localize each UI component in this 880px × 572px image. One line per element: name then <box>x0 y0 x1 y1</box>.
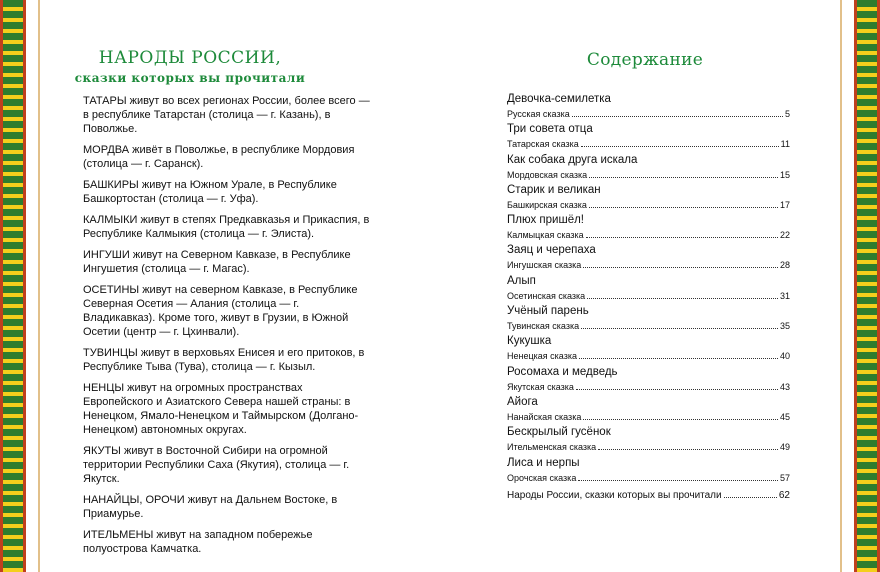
right-page-edge <box>840 0 842 572</box>
toc-entry-title: Как собака друга искала <box>507 153 638 166</box>
toc-entry-source: Осетинская сказка <box>507 290 586 301</box>
toc-entry-page: 15 <box>779 169 790 180</box>
toc-entry-title: Учёный парень <box>507 305 589 318</box>
toc-entry-title: Три совета отца <box>507 123 593 136</box>
toc-entry-page: 28 <box>779 260 790 271</box>
toc-leader-dots <box>581 138 779 147</box>
toc-entry[interactable] <box>507 395 790 425</box>
toc-entry-title: Кукушка <box>507 335 552 348</box>
toc-leader-dots <box>586 229 778 238</box>
toc-entry-page: 22 <box>779 230 790 241</box>
toc-entry-source: Татарская сказка <box>507 139 579 150</box>
toc-entry-source: Нанайская сказка <box>507 411 582 422</box>
people-paragraph-itelmens: ИТЕЛЬМЕНЫ живут на западном побережье полуострова Камчатка. <box>83 529 313 555</box>
toc-leader-dots <box>598 441 778 450</box>
toc-entry-page: 45 <box>779 411 790 422</box>
toc-entry-title: Айога <box>507 395 538 408</box>
people-paragraph-tatars: ТАТАРЫ живут во всех регионах России, более всего — в республике Татарстан (столица — г. Казань), в Поволжье. <box>83 95 370 135</box>
toc-entry[interactable] <box>507 304 790 334</box>
contents-title: Содержание <box>586 50 704 70</box>
toc-leader-dots <box>578 472 778 481</box>
toc-leader-dots <box>724 488 777 498</box>
toc-entry-source: Мордовская сказка <box>507 169 588 180</box>
toc-entry-source: Тувинская сказка <box>507 321 580 332</box>
right-ornament-border <box>854 0 880 572</box>
peoples-subtitle: сказки которых вы прочитали <box>74 71 306 85</box>
toc-final-title: Народы России, сказки которых вы прочитали <box>507 489 722 501</box>
toc-entry-source: Ительменская сказка <box>507 442 597 453</box>
people-paragraph-nenets: НЕНЦЫ живут на огромных пространствах Европейского и Азиатского Севера нашей страны: в Ненецком, Ямало-Ненецком и Таймырском (Долгано-Ненецком) автономных округах. <box>83 382 359 436</box>
toc-entry[interactable] <box>507 456 790 486</box>
people-paragraph-nanai: НАНАЙЦЫ, ОРОЧИ живут на Дальнем Востоке, в Приамурье. <box>83 494 338 520</box>
toc-entry-source: Русская сказка <box>507 109 570 119</box>
toc-entry[interactable] <box>507 122 790 152</box>
toc-leader-dots <box>572 108 783 117</box>
toc-entry[interactable] <box>507 213 790 243</box>
toc-entry-source: Калмыцкая сказка <box>507 230 584 241</box>
toc-entry-peoples[interactable] <box>507 488 790 502</box>
people-paragraph-tuvans: ТУВИНЦЫ живут в верховьях Енисея и его притоков, в Республике Тыва (Тува), столица — г. Кызыл. <box>83 347 365 373</box>
peoples-title: НАРОДЫ РОССИИ, <box>98 48 282 68</box>
toc-leader-dots <box>576 381 778 390</box>
toc-entry-page: 11 <box>780 139 790 150</box>
toc-entry-title: Лиса и нерпы <box>507 456 580 469</box>
toc-entry[interactable] <box>507 92 790 122</box>
people-paragraph-ingush: ИНГУШИ живут на Северном Кавказе, в Республике Ингушетия (столица — г. Магас). <box>83 249 351 275</box>
left-page-edge <box>38 0 40 572</box>
toc-entry-source: Орочская сказка <box>507 472 577 483</box>
toc-entry[interactable] <box>507 365 790 395</box>
toc-leader-dots <box>583 259 778 268</box>
toc-entry-title: Заяц и черепаха <box>507 244 596 257</box>
toc-entry-page: 35 <box>779 321 790 332</box>
toc-entry-page: 31 <box>779 290 790 301</box>
toc-entry-source: Ненецкая сказка <box>507 351 577 362</box>
toc-entry[interactable] <box>507 425 790 455</box>
toc-leader-dots <box>583 411 778 420</box>
toc-entry-title: Девочка-семилетка <box>507 93 611 105</box>
toc-entry-source: Башкирская сказка <box>507 199 587 210</box>
people-paragraph-ossetians: ОСЕТИНЫ живут на северном Кавказе, в Республике Северная Осетия — Алания (столица — г. Владикавказ). Кроме того, живут в Грузии, в Южной Осетии (центр — г. Цхинвали). <box>83 284 358 338</box>
people-paragraph-bashkirs: БАШКИРЫ живут на Южном Урале, в Республике Башкортостан (столица — г. Уфа). <box>83 179 337 205</box>
toc-entry[interactable] <box>507 183 790 213</box>
toc-entry-page: 40 <box>779 351 790 362</box>
toc-final-page: 62 <box>778 489 790 501</box>
toc-entry[interactable] <box>507 274 790 304</box>
toc-entry-title: Старик и великан <box>507 183 601 196</box>
toc-entry-page: 17 <box>779 199 790 210</box>
toc-entry-page: 49 <box>779 442 790 453</box>
toc-leader-dots <box>587 290 778 299</box>
toc-leader-dots <box>589 169 778 178</box>
toc-entry[interactable] <box>507 243 790 273</box>
toc-leader-dots <box>581 320 778 329</box>
toc-entry-page: 5 <box>784 109 790 119</box>
toc-entry[interactable] <box>507 334 790 364</box>
left-ornament-border <box>0 0 26 572</box>
toc-leader-dots <box>589 199 778 208</box>
peoples-heading <box>70 48 310 85</box>
people-paragraph-yakuts: ЯКУТЫ живут в Восточной Сибири на огромной территории Республики Саха (Якутия), столица — г. Якутск. <box>83 445 350 485</box>
toc-entry-title: Росомаха и медведь <box>507 365 618 378</box>
toc-entry[interactable] <box>507 153 790 183</box>
toc-entry-source: Ингушская сказка <box>507 260 582 271</box>
peoples-list <box>83 94 370 563</box>
toc-entry-title: Алып <box>507 274 536 287</box>
toc-entry-page: 43 <box>779 381 790 392</box>
toc-entry-page: 57 <box>779 472 790 483</box>
toc-entry-title: Плюх пришёл! <box>507 214 584 227</box>
people-paragraph-mordva: МОРДВА живёт в Поволжье, в республике Мордовия (столица — г. Саранск). <box>83 144 355 170</box>
toc-entry-title: Бескрылый гусёнок <box>507 426 611 439</box>
toc-entry-source: Якутская сказка <box>507 381 574 392</box>
table-of-contents <box>507 92 790 502</box>
people-paragraph-kalmyks: КАЛМЫКИ живут в степях Предкавказья и Прикаспия, в Республике Калмыкия (столица — г. Элиста). <box>83 214 370 240</box>
toc-leader-dots <box>579 350 778 359</box>
